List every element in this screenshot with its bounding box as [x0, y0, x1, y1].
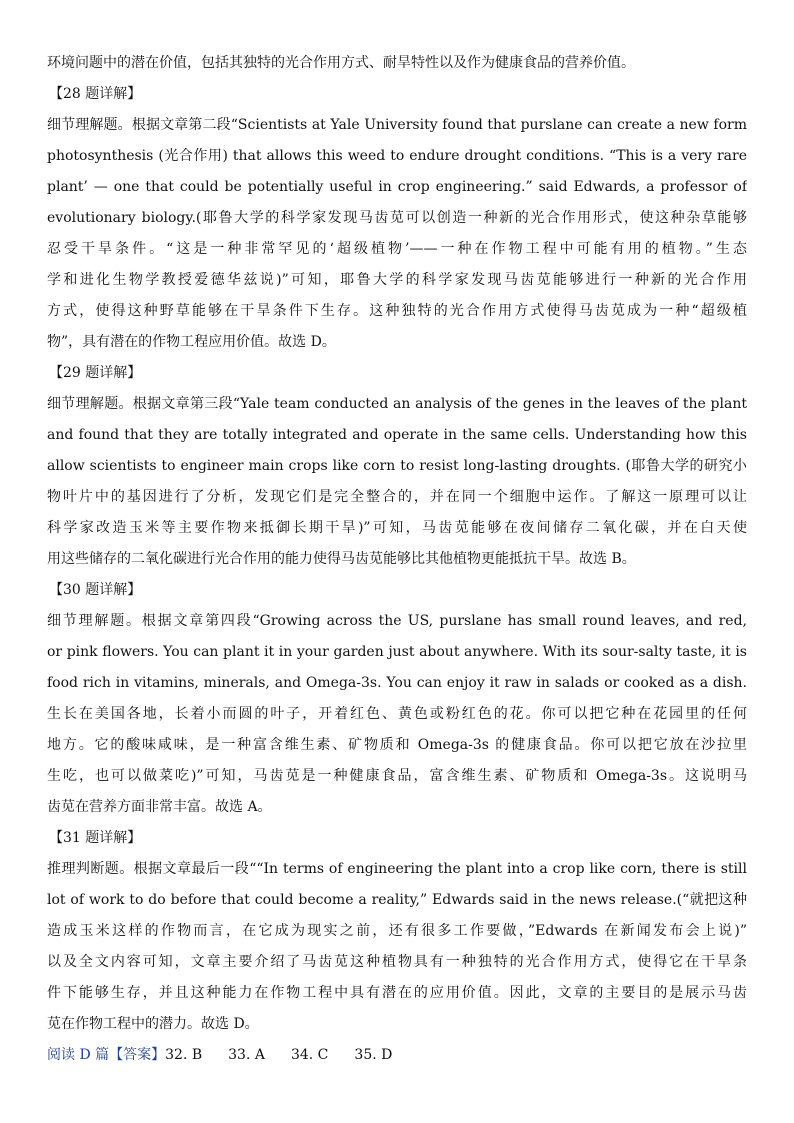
- paragraph-line: 学和进化生物学教授爱德华兹说)”可知，耶鲁大学的科学家发现马齿苋能够进行一种新的光合作用: [47, 272, 747, 288]
- paragraph-line: 苋在作物工程中的潜力。故选 D。: [47, 1016, 259, 1032]
- paragraph-line: or pink flowers. You can plant it in your garden just about anywhere. With its sour-salty taste, it is: [47, 644, 747, 660]
- answer-line: [47, 1040, 747, 1071]
- paragraph-line: evolutionary biology.(耶鲁大学的科学家发现马齿苋可以创造一种新的光合作用形式，使这种杂草能够: [47, 210, 747, 226]
- section-heading: 【31 题详解】: [49, 830, 142, 846]
- paragraph-line: 物叶片中的基因进行了分析，发现它们是完全整合的，并在同一个细胞中运作。了解这一原理可以让: [47, 489, 747, 505]
- paragraph-line: 生长在美国各地，长着小而圆的叶子，开着红色、黄色或粉红色的花。你可以把它种在花园里的任何: [47, 706, 747, 722]
- paragraph-line: 造成玉米这样的作物而言，在它成为现实之前，还有很多工作要做，”Edwards 在新闻发布会上说)”: [47, 923, 747, 939]
- paragraph-line: 件下能够生存，并且这种能力在作物工程中具有潜在的应用价值。因此，文章的主要目的是展示马齿: [47, 985, 747, 1001]
- paragraph-line: photosynthesis (光合作用) that allows this weed to endure drought conditions. “This is a very rare: [47, 148, 747, 164]
- answer-item: 35. D: [354, 1047, 393, 1063]
- answer-item: 34. C: [290, 1047, 329, 1063]
- answer-item: 32. B: [165, 1047, 203, 1063]
- paragraph-line: 细节理解题。根据文章第四段“Growing across the US, purslane has small round leaves, and red,: [47, 613, 747, 629]
- paragraph-line: 方式，使得这种野草能够在干旱条件下生存。这种独特的光合作用方式使得马齿苋成为一种“超级植: [47, 303, 747, 319]
- paragraph-line: 细节理解题。根据文章第二段“Scientists at Yale University found that purslane can create a new form: [47, 117, 747, 133]
- paragraph-line: food rich in vitamins, minerals, and Omega-3s. You can enjoy it raw in salads or cooked as a dish.: [47, 675, 747, 691]
- paragraph-line: 物”，具有潜在的作物工程应用价值。故选 D。: [47, 334, 336, 350]
- paragraph-line: plant’ — one that could be potentially useful in crop engineering.” said Edwards, a professor of: [47, 179, 747, 195]
- document-page: [47, 48, 747, 1071]
- section-heading: 【30 题详解】: [49, 582, 142, 598]
- paragraph-line: 生吃，也可以做菜吃)”可知，马齿苋是一种健康食品，富含维生素、矿物质和 Omega-3s。这说明马: [47, 768, 747, 784]
- paragraph-line: 以及全文内容可知，文章主要介绍了马齿苋这种植物具有一种独特的光合作用方式，使得它在干旱条: [47, 954, 747, 970]
- paragraph-line: 推理判断题。根据文章最后一段““In terms of engineering the plant into a crop like corn, there is still: [47, 861, 747, 877]
- paragraph-line: lot of work to do before that could become a reality,” Edwards said in the news release.(“就把这种: [47, 892, 747, 908]
- paragraph-line: and found that they are totally integrated and operate in the same cells. Understanding how this: [47, 427, 747, 443]
- paragraph-line: 齿苋在营养方面非常丰富。故选 A。: [47, 799, 272, 815]
- paragraph-line: allow scientists to engineer main crops like corn to resist long-lasting droughts. (耶鲁大学的研究小: [47, 458, 747, 474]
- paragraph-line: 地方。它的酸味咸味，是一种富含维生素、矿物质和 Omega-3s 的健康食品。你可以把它放在沙拉里: [47, 737, 747, 753]
- paragraph-line: 忍受干旱条件。“这是一种非常罕见的‘超级植物’——一种在作物工程中可能有用的植物。”生态: [47, 241, 747, 257]
- answer-prefix: 阅读 D 篇【答案】: [47, 1047, 166, 1063]
- paragraph-line: 科学家改造玉米等主要作物来抵御长期干旱)”可知，马齿苋能够在夜间储存二氧化碳，并在白天使: [47, 520, 747, 536]
- section-heading: 【29 题详解】: [49, 365, 142, 381]
- paragraph-line: 用这些储存的二氧化碳进行光合作用的能力使得马齿苋能够比其他植物更能抵抗干旱。故选 B。: [47, 551, 636, 567]
- paragraph-line: 细节理解题。根据文章第三段“Yale team conducted an analysis of the genes in the leaves of the plant: [47, 396, 747, 412]
- paragraph-line: 环境问题中的潜在价值，包括其独特的光合作用方式、耐旱特性以及作为健康食品的营养价值。: [47, 55, 635, 71]
- answer-item: 33. A: [228, 1047, 265, 1063]
- section-heading: 【28 题详解】: [49, 86, 142, 102]
